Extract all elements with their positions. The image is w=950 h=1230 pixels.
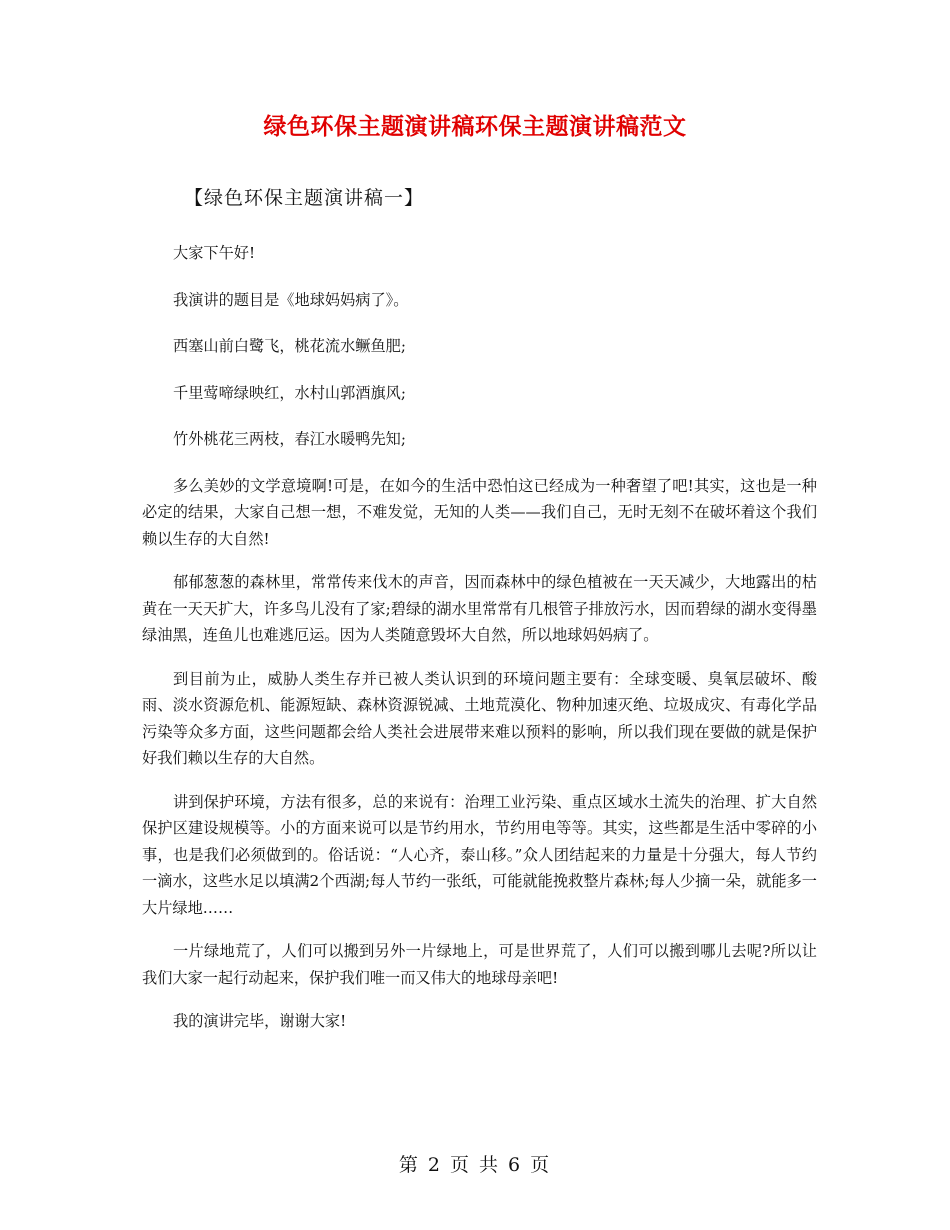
paragraph-body-4: 讲到保护环境，方法有很多，总的来说有：治理工业污染、重点区域水土流失的治理、扩大自然保护区建设规模等。小的方面来说可以是节约用水，节约用电等等。其实，这些都是生活中零碎的小事，也是我们必须做到的。俗话说：“人心齐，泰山移。”众人团结起来的力量是十分强大，每人节约一滴水，这些水足以填满2个西湖;每人节约一张纸，可能就能挽救整片森林;每人少摘一朵，就能多一大片绿地…… [142,792,817,917]
paragraph-poem-line-2: 千里莺啼绿映红，水村山郭酒旗风; [173,383,406,402]
section-heading: 【绿色环保主题演讲稿一】 [184,187,425,209]
paragraph-body-3: 到目前为止，威胁人类生存并已被人类认识到的环境问题主要有：全球变暖、臭氧层破坏、酸雨、淡水资源危机、能源短缺、森林资源锐减、土地荒漠化、物种加速灭绝、垃圾成灾、有毒化学品污染等众多方面，这些问题都会给人类社会进展带来难以预料的影响，所以我们现在要做的就是保护好我们赖以生存的大自然。 [142,669,817,767]
paragraph-closing: 我的演讲完毕，谢谢大家! [173,1012,347,1030]
paragraph-body-5: 一片绿地荒了，人们可以搬到另外一片绿地上，可是世界荒了，人们可以搬到哪儿去呢?所以让我们大家一起行动起来，保护我们唯一而又伟大的地球母亲吧! [142,942,817,987]
document-body [142,240,817,1052]
paragraph-topic: 我演讲的题目是《地球妈妈病了》。 [173,290,409,309]
paragraph-body-2: 郁郁葱葱的森林里，常常传来伐木的声音，因而森林中的绿色植被在一天天减少，大地露出的枯黄在一天天扩大，许多鸟儿没有了家;碧绿的湖水里常常有几根管子排放污水，因而碧绿的湖水变得墨绿油黑，连鱼儿也难逃厄运。因为人类随意毁坏大自然，所以地球妈妈病了。 [142,573,817,644]
document-title: 绿色环保主题演讲稿环保主题演讲稿范文 [263,114,687,140]
paragraph-greeting: 大家下午好! [173,244,256,262]
page-number-footer: 第 2 页 共 6 页 [398,1154,552,1176]
paragraph-poem-line-1: 西塞山前白鹭飞，桃花流水鳜鱼肥; [173,337,406,355]
paragraph-body-1: 多么美妙的文学意境啊!可是，在如今的生活中恐怕这已经成为一种奢望了吧!其实，这也是一种必定的结果，大家自己想一想，不难发觉，无知的人类——我们自己，无时无刻不在破坏着这个我们赖以生存的大自然! [142,476,817,548]
paragraph-poem-line-3: 竹外桃花三两枝，春江水暖鸭先知; [173,430,406,448]
